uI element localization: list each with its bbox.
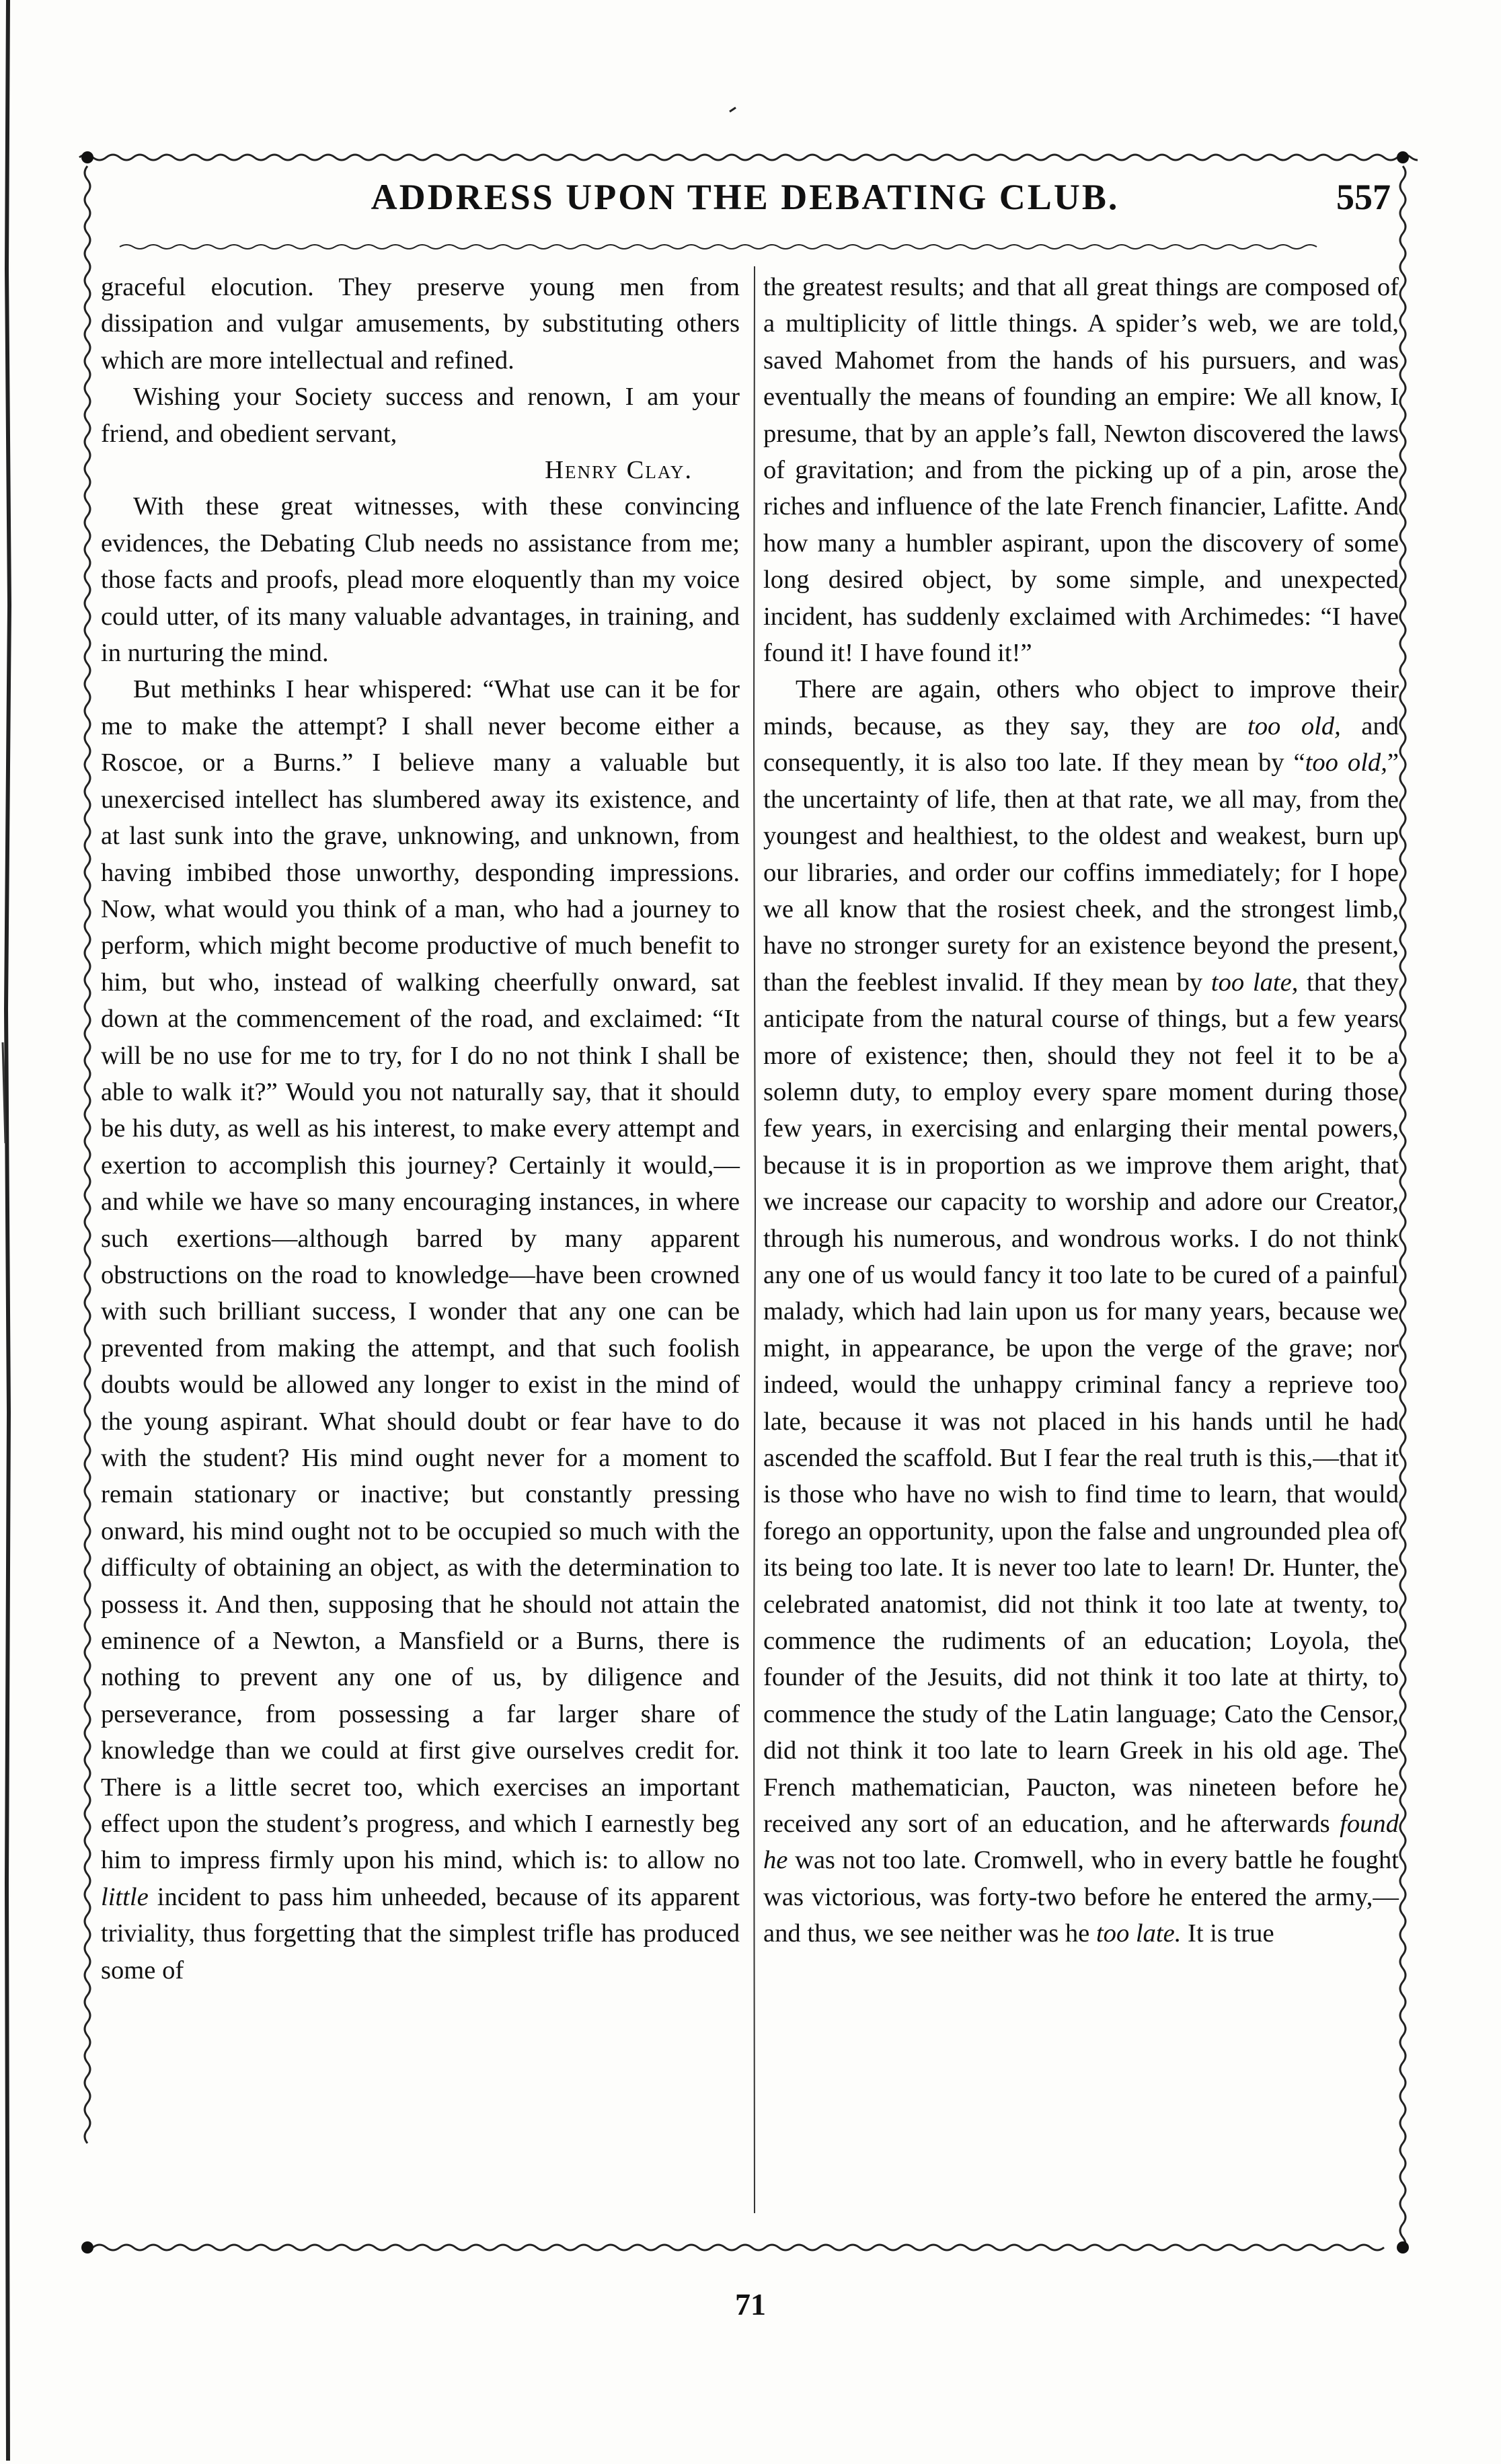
signature: Henry Clay. [545,456,693,485]
binding-edge [0,0,27,2461]
paragraph: Wishing your Society success and renown, I am your friend, and obedient servant, [101,383,740,448]
ink-speck [728,104,738,111]
italic-text: found he [763,1810,1399,1875]
page-header [73,176,1418,223]
left-column [101,269,740,1989]
text-run: that they anticipate from the natural course of things, but a few years more of existence; then, should they not feel it to be a solemn duty, to employ every spare moment during those few years, in exercising and enlarging their mental powers, because it is in proportion as we improve them aright, that we increase our capacity to worship and adore our Creator, through his numerous, and wondrous works. I do not think any one of us would fancy it too late to be cured of a painful malady, which had lain upon us for many years, because we might, in appearance, be upon the verge of the grave; nor indeed, would the unhappy criminal fancy a reprieve too late, because it was not placed in his hands until he had ascended the scaffold. But I fear the real truth is this,—that it is those who have no wish to find time to learn, that would forego an opportunity, upon the false and ungrounded plea of its being too late. It is never too late to learn! Dr. Hunter, the celebrated anatomist, did not think it too late at twenty, to commence the rudiments of an education; Loyola, the founder of the Jesuits, did not think it too late at thirty, to commence the study of the Latin language; Cato the Censor, did not think it too late to learn Greek in his old age. The French mathematician, Paucton, was nineteen before he received any sort of an education, and he afterwards [763,968,1399,1839]
paragraph: With these great witnesses, with these convincing evidences, the Debating Club needs no assistance from me; those facts and proofs, plead more eloquently than my voice could utter, of its many valuable advantages, in training, and in nurturing the mind. [101,492,740,668]
text-run: It is true [1188,1919,1274,1948]
paragraph: the greatest results; and that all great things are composed of a multiplicity of little things. A spider’s web, we are told, saved Mahomet from the hands of his pursuers, and was eventually the means of founding an empire: We all know, I presume, that by an apple’s fall, Newton discovered the laws of gravitation; and from the picking up of a pin, arose the riches and influence of the late French financier, Lafitte. And how many a humbler aspirant, upon the discovery of some long desired object, by some simple, and unexpected incident, has suddenly exclaimed with Archimedes: “I have found it! I have found it!” [763,273,1399,668]
paragraph: graceful elocution. They preserve young men from dissipation and vulgar amusements, by substituting others which are more intellectual and refined. [101,273,740,375]
italic-text: too old, [1247,711,1341,740]
text-run: incident to pass him unheeded, because of its apparent triviality, thus forgetting that the simplest trifle has produced some of [101,1882,740,1985]
column-divider [752,266,757,2213]
text-run: was not too late. Cromwell, who in every battle he fought was victorious, was forty-two before he entered the army,—and thus, we see neither was he [763,1846,1399,1948]
italic-text: too late, [1210,968,1299,997]
text-run: and consequently, it is also too late. If they mean by “ [763,711,1399,777]
text-run: ” the uncertainty of life, then at that rate, we all may, from the youngest and healthiest, to the oldest and weakest, burn up our libraries, and order our coffins immediately; for I hope we all know that the rosiest cheek, and the strongest limb, have no stronger surety for an existence beyond the present, than the feeblest invalid. If they mean by [763,748,1399,997]
italic-text: too late. [1095,1919,1182,1948]
running-title: ADDRESS UPON THE DEBATING CLUB. [371,177,1120,217]
italic-text: too old, [1305,748,1387,777]
text-run: But methinks I hear whispered: “What use can it be for me to make the attempt? I shall never become either a Roscoe, or a Burns.” I believe many a valuable but unexercised intellect has slumbered away its existence, and at last sunk into the grave, unknowing, and unknown, from having imbibed those unworthy, desponding impressions. Now, what would you think of a man, who had a journey to perform, which might become productive of much benefit to him, but who, instead of walking cheerfully onward, sat down at the commencement of the road, and exclaimed: “It will be no use for me to try, for I do no not think I shall be able to walk it?” Would you not naturally say, that it should be his duty, as well as his interest, to make every attempt and exertion to accomplish this journey? Certainly it would,—and while we have so many encouraging instances, in where such exertions—although barred by many apparent obstructions on the road to knowledge—have been crowned with such brilliant success, I wonder that any one can be prevented from making the attempt, and that such foolish doubts would be allowed any longer to exist in the mind of the young aspirant. What should doubt or fear have to do with the student? His mind ought never for a moment to remain stationary or inactive; but constantly pressing onward, his mind ought not to be occupied so much with the difficulty of obtaining an object, as with the determination to possess it. And then, supposing that he should not attain the eminence of a Newton, a Mansfield or a Burns, there is nothing to prevent any one of us, by diligence and perseverance, from possessing a far larger share of knowledge than we could at first give ourselves credit for. There is a little secret too, which exercises an important effect upon the student’s progress, and which I earnestly beg him to impress firmly upon his mind, which is: to allow no [101,675,740,1875]
page-number: 557 [1336,177,1391,217]
folio-number: 71 [735,2287,766,2321]
right-column [763,269,1399,1952]
paragraph [763,671,1399,1952]
text-run: There are again, others who object to improve their minds, because, as they say, they are [763,675,1399,740]
paragraph [101,671,740,1989]
italic-text: little [101,1882,149,1911]
